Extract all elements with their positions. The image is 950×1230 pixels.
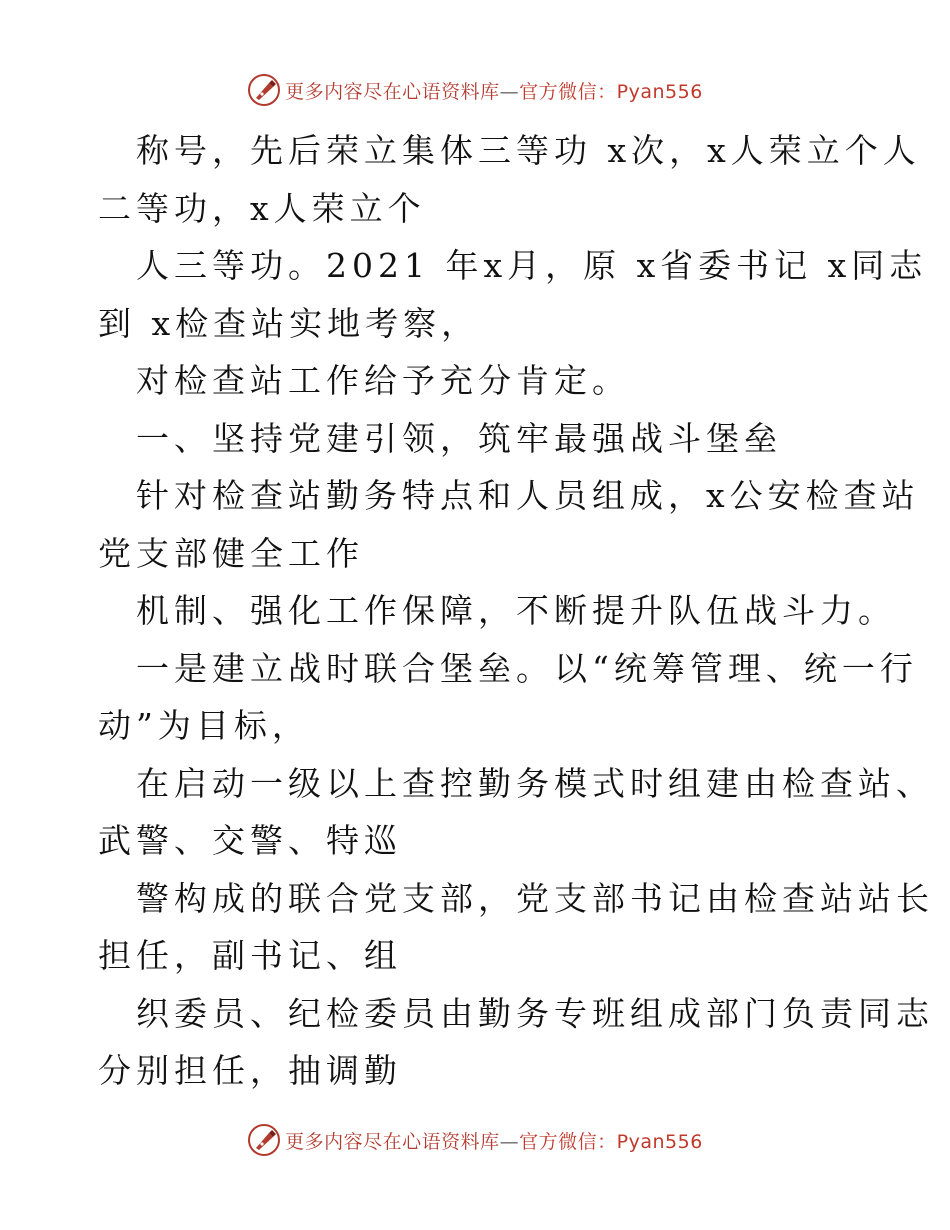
watermark-brand: 更多内容尽在心语资料库 [285,1130,500,1153]
watermark-separator: — [499,80,520,103]
watermark-separator: — [499,1130,520,1153]
watermark-wechat: 官方微信：Pyan556 [519,1130,703,1153]
watermark-brand: 更多内容尽在心语资料库 [285,80,500,103]
text-line: 动”为目标， [98,706,310,745]
text-line: 二等功，x人荣立个 [98,188,426,228]
text-line: 武警、交警、特巡 [98,821,402,860]
footer-watermark [0,1120,950,1160]
pen-nib-logo-icon [247,1123,281,1157]
text-line: 党支部健全工作 [98,533,364,573]
text-line: 一是建立战时联合堡垒。以“统筹管理、统一行 [136,648,918,688]
text-line: 针对检查站勤务特点和人员组成，x公安检查站 [136,476,920,515]
text-line: 分别担任，抽调勤 [98,1051,402,1090]
watermark-text [285,1127,703,1154]
header-watermark [0,70,950,110]
text-line: 在启动一级以上查控勤务模式时组建由检查站、 [136,763,934,803]
text-line: 人三等功。2021 年x月，原 x省委书记 x同志 [136,246,928,285]
text-line: 机制、强化工作保障，不断提升队伍战斗力。 [136,591,896,630]
text-line: 称号，先后荣立集体三等功 x次，x人荣立个人 [136,131,921,170]
text-line: 担任，副书记、组 [98,936,402,975]
text-line: 对检查站工作给予充分肯定。 [136,361,630,400]
text-line: 一、坚持党建引领，筑牢最强战斗堡垒 [136,418,782,458]
document-body [98,122,934,1100]
text-line: 警构成的联合党支部，党支部书记由检查站站长 [136,878,934,918]
pen-nib-logo-icon [247,73,281,107]
watermark-text [285,77,703,104]
watermark-wechat: 官方微信：Pyan556 [519,80,703,103]
text-line: 到 x检查站实地考察， [98,303,480,343]
text-line: 织委员、纪检委员由勤务专班组成部门负责同志 [136,993,934,1033]
